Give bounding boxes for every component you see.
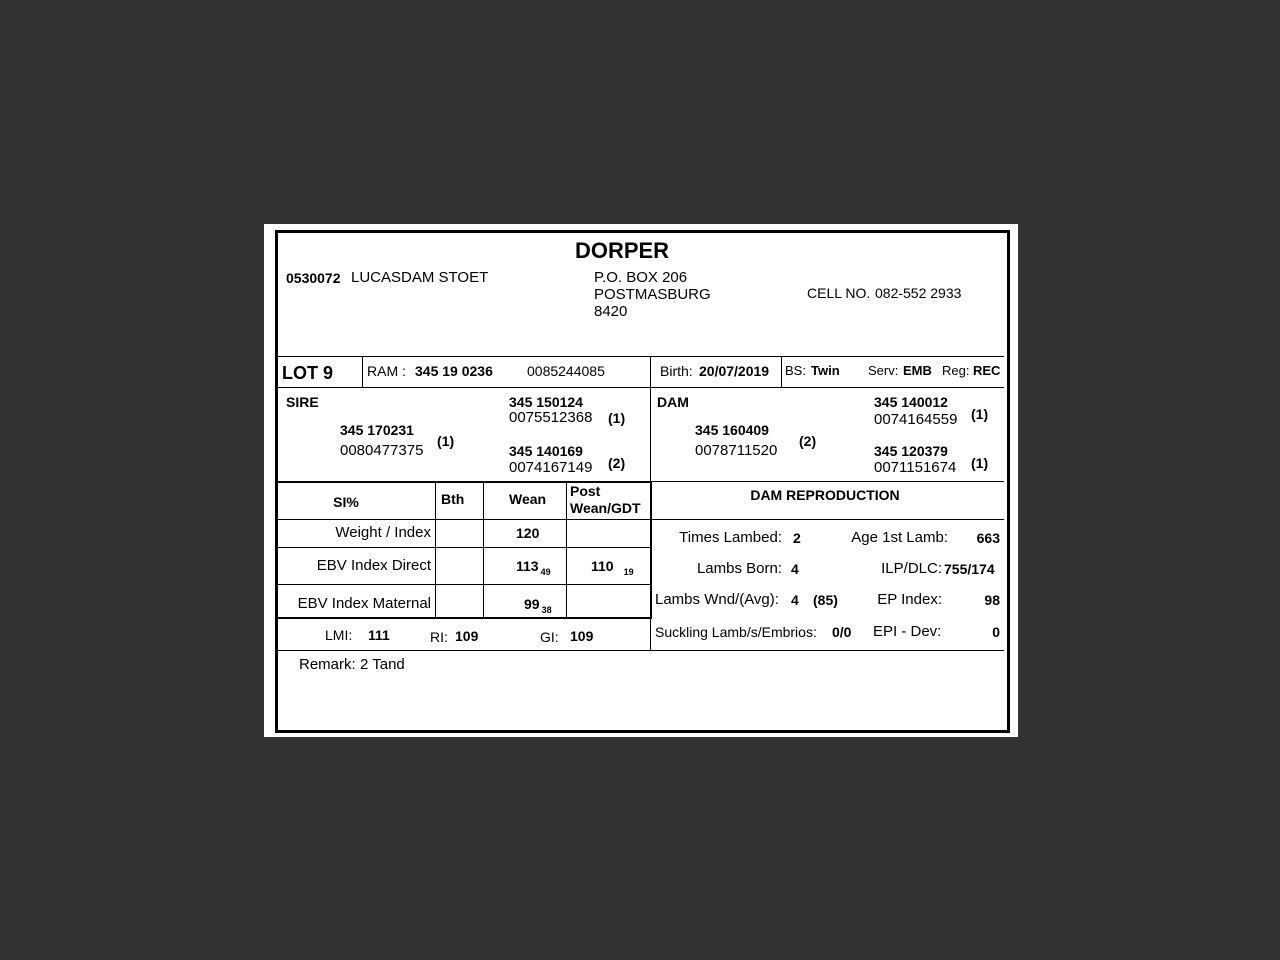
breeder-name: LUCASDAM STOET — [351, 269, 489, 286]
sire-parent-1-id: 345 150124 — [509, 394, 583, 410]
address-line-3: 8420 — [594, 303, 628, 320]
divider-birth-bs — [781, 357, 782, 387]
sire-code: (1) — [437, 433, 455, 449]
si-table-bottom — [278, 617, 651, 619]
si-row-3-wean-value: 99 — [524, 596, 540, 612]
cell-label: CELL NO. — [807, 285, 871, 301]
divider-lot — [278, 387, 1004, 388]
ep-index-label: EP Index: — [877, 591, 942, 608]
ram-reg-number: 0085244085 — [527, 363, 605, 379]
sire-parent-2-code: (2) — [608, 455, 626, 471]
si-col-bth — [435, 483, 436, 617]
times-lambed-label: Times Lambed: — [679, 529, 782, 546]
gi-label: GI: — [540, 629, 559, 645]
si-row-2-label: EBV Index Direct — [316, 557, 431, 574]
ilp-dlc-label: ILP/DLC: — [881, 560, 942, 577]
divider-center-bottom — [650, 619, 651, 650]
lambs-weaned-label: Lambs Wnd/(Avg): — [655, 591, 779, 608]
si-table-right — [650, 481, 652, 619]
lot-label: LOT 9 — [282, 363, 334, 383]
divider-center-top — [650, 357, 651, 481]
si-col-post — [566, 483, 567, 617]
suckling-label: Suckling Lamb/s/Embrios: — [655, 624, 817, 640]
sire-parent-1-code: (1) — [608, 410, 626, 426]
birth-date: 20/07/2019 — [699, 363, 770, 379]
dam-parent-2-id: 345 120379 — [874, 443, 948, 459]
gi-value: 109 — [570, 628, 594, 644]
si-row-1 — [278, 519, 650, 520]
si-row-3-label: EBV Index Maternal — [297, 595, 431, 612]
lmi-value: 111 — [368, 627, 390, 643]
dam-parent-2-code: (1) — [971, 455, 989, 471]
age-first-lamb-label: Age 1st Lamb: — [851, 529, 948, 546]
epi-dev-value: 0 — [992, 624, 1000, 640]
address-line-2: POSTMASBURG — [594, 286, 711, 303]
divider-header — [278, 356, 1004, 357]
si-row-2 — [278, 547, 650, 548]
birth-label: Birth: — [660, 363, 693, 379]
divider-remark — [278, 650, 1004, 651]
dam-parent-1-id: 345 140012 — [874, 394, 948, 410]
times-lambed-value: 2 — [793, 530, 801, 546]
si-header-si: SI% — [333, 494, 359, 510]
si-header-wean: Wean — [509, 491, 547, 507]
serv-label: Serv: — [868, 363, 899, 378]
serv-value: EMB — [903, 363, 932, 378]
lambs-weaned-avg: (85) — [813, 592, 838, 608]
sire-parent-2-reg: 0074167149 — [509, 459, 593, 476]
address-line-1: P.O. BOX 206 — [594, 269, 688, 286]
dam-repro-title: DAM REPRODUCTION — [750, 487, 900, 503]
si-row-2-post-acc: 19 — [623, 567, 634, 577]
ram-id: 345 19 0236 — [415, 363, 493, 379]
si-row-2-post — [591, 558, 634, 576]
lmi-label: LMI: — [325, 627, 353, 643]
sire-reg-number: 0080477375 — [340, 442, 424, 459]
si-row-1-wean-value: 120 — [516, 525, 540, 541]
remark-label: Remark: — [299, 656, 356, 673]
ram-label: RAM : — [367, 363, 406, 379]
dam-id: 345 160409 — [695, 422, 769, 438]
age-first-lamb-value: 663 — [976, 530, 1000, 546]
reg-label: Reg: — [942, 363, 970, 378]
ilp-dlc-value: 755/174 — [944, 561, 995, 577]
sire-parent-2-id: 345 140169 — [509, 443, 583, 459]
si-row-1-wean — [516, 525, 541, 543]
sire-label: SIRE — [286, 394, 319, 410]
breeder-id: 0530072 — [286, 270, 341, 286]
divider-lot-ram — [362, 357, 363, 387]
si-row-1-label: Weight / Index — [335, 524, 431, 541]
remark-text: 2 Tand — [360, 656, 405, 673]
epi-dev-label: EPI - Dev: — [873, 623, 942, 640]
si-row-2-post-value: 110 — [591, 558, 614, 574]
si-row-2-wean — [516, 558, 551, 576]
si-row-3-wean — [524, 596, 552, 614]
cell-number: 082-552 2933 — [875, 285, 962, 301]
divider-dam-repro-title — [652, 519, 1004, 520]
si-row-3 — [278, 584, 650, 585]
ep-index-value: 98 — [984, 592, 1000, 608]
si-header-post-wean: Post Wean/GDT — [570, 483, 641, 516]
sire-parent-1-reg: 0075512368 — [509, 409, 593, 426]
si-row-2-wean-acc: 49 — [540, 567, 551, 577]
si-row-3-wean-acc: 38 — [541, 605, 552, 615]
suckling-value: 0/0 — [832, 624, 852, 640]
si-row-2-wean-value: 113 — [516, 558, 539, 574]
bs-value: Twin — [811, 363, 840, 378]
dam-parent-1-reg: 0074164559 — [874, 411, 958, 428]
ri-value: 109 — [455, 628, 479, 644]
dam-parent-2-reg: 0071151674 — [874, 459, 957, 476]
divider-pedigree — [650, 481, 1004, 482]
bs-label: BS: — [785, 363, 806, 378]
dam-reg-number: 0078711520 — [695, 442, 778, 459]
si-col-wean — [483, 483, 484, 617]
page-title: DORPER — [574, 238, 670, 263]
ri-label: RI: — [430, 629, 448, 645]
lambs-weaned-value: 4 — [791, 592, 799, 608]
lambs-born-label: Lambs Born: — [696, 560, 782, 577]
dam-parent-1-code: (1) — [971, 406, 989, 422]
sire-id: 345 170231 — [340, 422, 414, 438]
si-header-bth: Bth — [441, 491, 465, 507]
reg-value: REC — [973, 363, 1001, 378]
dam-label: DAM — [657, 394, 689, 410]
dam-code: (2) — [799, 433, 817, 449]
lambs-born-value: 4 — [791, 561, 799, 577]
